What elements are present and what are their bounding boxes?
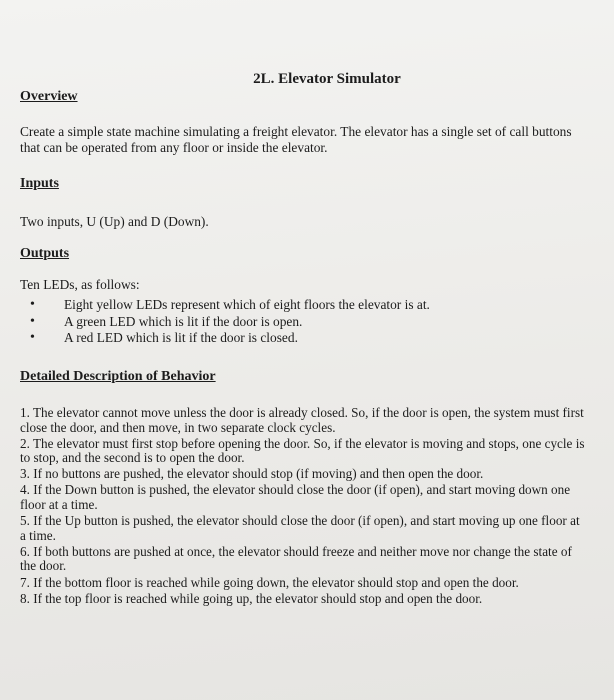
list-item: 3. If no buttons are pushed, the elevator should stop (if moving) and then open the door. (20, 466, 484, 482)
list-item: 5. If the Up button is pushed, the elevator should close the door (if open), and start moving up one floor at a time. (20, 513, 580, 543)
list-item: 8. If the top floor is reached while going up, the elevator should stop and open the door. (20, 590, 483, 606)
list-item: 7. If the bottom floor is reached while going down, the elevator should stop and open the door. (20, 574, 519, 590)
outputs-text: Ten LEDs, as follows: (20, 277, 140, 292)
overview-text: Create a simple state machine simulating a freight elevator. The elevator has a single set of call buttons that can be operated from any floor or inside the elevator. (20, 124, 572, 155)
list-item: 2. The elevator must first stop before opening the door. So, if the elevator is moving and stops, one cycle is to stop, and the second is to open the door. (20, 435, 585, 466)
list-item: • A green LED which is lit if the door is open. (30, 314, 590, 331)
inputs-heading: Inputs (20, 176, 59, 191)
list-item: • Eight yellow LEDs represent which of eight floors the elevator is at. (30, 297, 590, 314)
inputs-text: Two inputs, U (Up) and D (Down). (20, 214, 209, 229)
list-item: 6. If both buttons are pushed at once, the elevator should freeze and neither move nor change the state of the door. (20, 543, 572, 574)
outputs-heading: Outputs (20, 246, 70, 261)
list-item: • A red LED which is lit if the door is closed. (30, 330, 590, 347)
list-item: 1. The elevator cannot move unless the door is already closed. So, if the door is open, the system must first close the door, and then move, in two separate clock cycles. (20, 405, 584, 435)
list-item: 4. If the Down button is pushed, the elevator should close the door (if open), and start moving down one floor at a time. (20, 482, 571, 513)
document-title: 2L. Elevator Simulator (253, 71, 401, 87)
behavior-heading: Detailed Description of Behavior (20, 369, 216, 384)
overview-heading: Overview (20, 89, 78, 104)
led-list (30, 297, 590, 347)
behavior-list (20, 406, 588, 608)
